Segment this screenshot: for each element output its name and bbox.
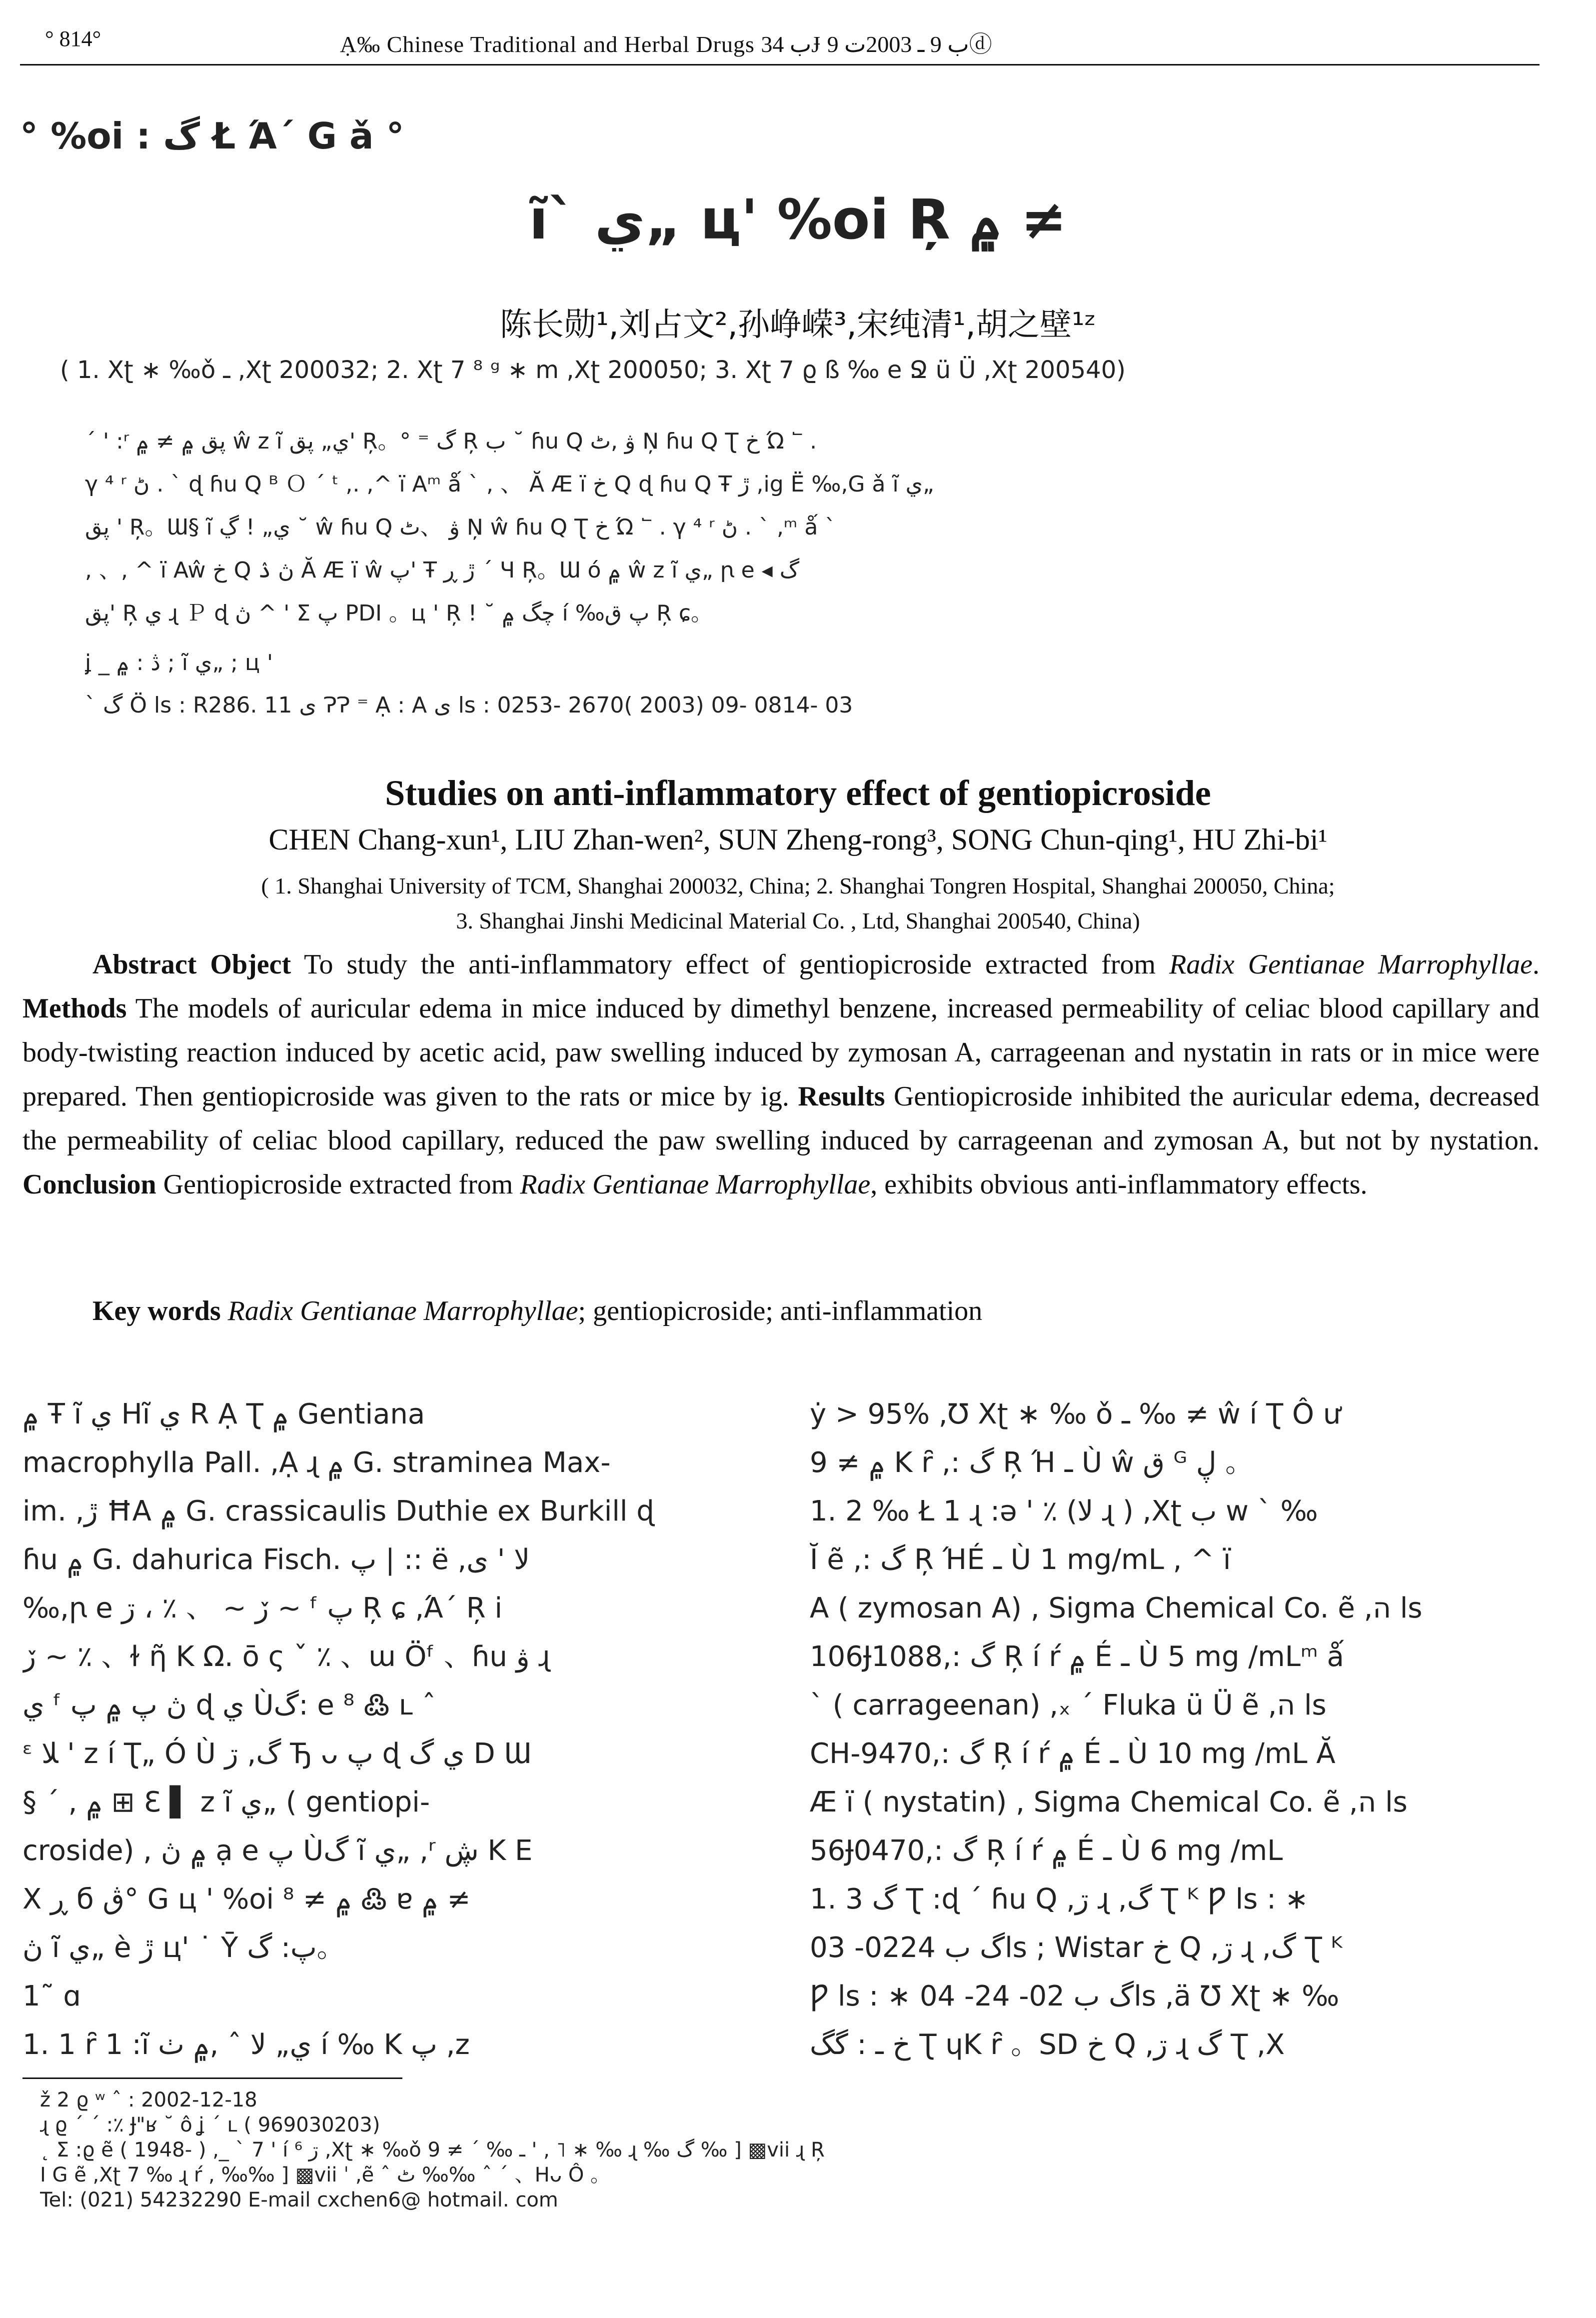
conclusion-text: Gentiopicroside extracted from [163, 1169, 513, 1200]
body-column-right [810, 1390, 1550, 2069]
en-affiliation-1: ( 1. Shanghai University of TCM, Shanghai 200032, China; 2. Shanghai Tongren Hospital, Shanghai 200050, China; [261, 873, 1335, 898]
footnote-rule [22, 2078, 402, 2079]
body-column-left [22, 1390, 762, 2069]
conclusion-radix: Radix Gentianae Marrophyllae [520, 1169, 871, 1200]
body-line: CH-9470,: گ Ŗ í ŕ ۾ É ـ Ù 10 mg /mL Ă [810, 1738, 1336, 1770]
conclusion-heading: Conclusion [22, 1169, 156, 1200]
en-authors: CHEN Chang-xun¹, LIU Zhan-wen², SUN Zheng-rong³, SONG Chun-qing¹, HU Zhi-bi¹ [268, 823, 1328, 856]
object-radix: Radix Gentianae Marrophyllae [1169, 949, 1533, 980]
running-head: Ạ‰ Chinese Traditional and Herbal Drugs ب 34Ɉ ب 9 ـ 2003ت 9ⓓ [340, 32, 992, 57]
body-line: ᵋ ﻼ ' z í Ʈ„ Ó Ù گ, ڗ Ђ ᴗ پ ɖ ي گ D Ɯ [22, 1738, 532, 1770]
body-line: 1. 3 گ Ʈ :ɖ ´ ɦu Q ,ڗ ɻ ,گ Ʈ ᴷ Ƿ ls : ∗ [810, 1883, 1309, 1916]
zh-abstract-line: ´ ' :ʳ پق ۾ ≠ ۾ ŵ z ĩ ي„ پق' Ŗ。° ⁼ گ Ŗ ب ˘ ɦu Q ۋ ,ٹ Ņ ɦu Q Ʈ خ Ώ ՟ . [85, 428, 817, 454]
body-line: croside) , ۾ ڽ ạ e پ Ùگ ĩ ي„ ,ʳ ڜ K E [22, 1834, 533, 1867]
zh-affiliation: ( 1. Xʈ ∗ ‰ǒ ـ ,Xʈ 200032; 2. Xʈ 7 ⁸ ᵍ ∗ m ,Xʈ 200050; 3. Xʈ 7 ϱ ß ‰ e Ջ ü Ü ,Xʈ 200540) [60, 356, 1126, 384]
zh-abstract-line: پق' Ŗ ي ɻ Ｐ ɖ ڽ ^ ' Ʃ پ PDI 。ц ' Ŗ ! ˘ چگ ۾ í ‰پ ق Ŗ ɕ。 [85, 600, 713, 626]
page-number: ° 814° [45, 26, 101, 51]
methods-heading: Methods [22, 993, 127, 1024]
zh-abstract [85, 420, 1510, 635]
body-line: ‰,ꞃ e ڒ ~ 、 ٪ ، ڗ ~ ᶠ پ Ŗ ɕ ,Ά´ Ŗ i [22, 1592, 503, 1624]
body-line: ڽ ĩ ي„ è ڙ ц' ˙ Ῡ پ: گ。 [22, 1932, 345, 1964]
section-heading: 1˜ ɑ [22, 1980, 81, 2012]
body-line: ڒ ~ ٪ 、ɫ ῆ K Ω. ō ς ˇ ٪ 、ɯ Öᶠ 、ɦu ۋ ɻ [22, 1640, 550, 1673]
abstract-heading: Abstract [92, 949, 197, 980]
footnote-line: ž 2 ϱ ʷ ˆ : 2002-12-18 [40, 2088, 257, 2112]
body-line: 1. 1 ȓ 1 :ĩ ي„ ﻻ ˆ ,۾ ٺ í ‰ K پ ,z [22, 2028, 470, 2061]
body-line: ۾ Ŧ ĩ ي Hĩ ي R Ạ Ʈ ۾ Gentiana [22, 1398, 425, 1430]
footnote-line: ˛ Ʃ :ϱ ẽ ( 1948- ) ,_ ˋ 7 ' í ڗ ⁶ ,Xʈ ∗ ‰ǒ ـ ‰ ´ ≠ 9 ' , ˥ ∗ ‰ ɻ ‰ گ ‰ ] ▩vii ɻ Ŗ [40, 2138, 825, 2162]
body-line: im. ,ڙ ĦA ۾ G. crassicaulis Duthie ex Burkill ɖ [22, 1495, 654, 1528]
body-line: § ´ , ۾ ⊞ Ɛ ▌ z ĩ ي„ ( gentiopi- [22, 1786, 430, 1818]
zh-abstract-line: پق ' Ŗ。Ɯ§ ĩ ي„ ! ڲ ˘ ŵ ɦu Q ۋ 、ٹ Ņ ŵ ɦu Q Ʈ خ Ώ ՟ . γ ⁴ ʳ ڻ . ` ,ᵐ ǻ ` [85, 514, 836, 540]
body-line: A ( zymosan A) , Sigma Chemical Co. ẽ ,ה ls [810, 1592, 1423, 1624]
body-line: ` ( carrageenan) ,ₓ ´ Fluka ü Ü ẽ ,ה ls [810, 1689, 1327, 1722]
en-affiliation-2: 3. Shanghai Jinshi Medicinal Material Co. , Ltd, Shanghai 200540, China) [456, 908, 1140, 934]
zh-keywords: ʝ _ ڎ : ۾ ; ĩ ي„ ; ц ' [85, 650, 273, 676]
footnote-line: Tel: (021) 54232290 E-mail cxchen6@ hotmail. com [40, 2188, 558, 2212]
en-title: Studies on anti-inflammatory effect of gentiopicroside [385, 773, 1211, 813]
body-line: خ ـ : گگ Ʈ ɥK ȓ 。SD خ Q ,ڗ ɻ گ Ʈ ,X [810, 2028, 1285, 2061]
body-line: 106Ɉ1088,: گ Ŗ í ŕ ۾ É ـ Ù 5 mg /mLᵐ ǻ [810, 1640, 1344, 1673]
body-line: ۾ ≠ 9 K ȓ ,: گ Ŗ Ή ـ Ù ŵ ق ᴳ ڸ 。 [810, 1446, 1254, 1479]
body-line: macrophylla Pall. ,Ạ ɻ ۾ G. straminea Max- [22, 1446, 611, 1479]
results-heading: Results [798, 1081, 885, 1112]
header-rule [20, 64, 1540, 66]
results-text: Gentiopicroside inhibited the auricular edema, decreased the permeability of celiac blood capillary, reduced the paw swelling induced by carrageenan and zymosan A, but not by nystation. [22, 1081, 1540, 1156]
body-line: Æ ï ( nystatin) , Sigma Chemical Co. ẽ ,ה ls [810, 1786, 1408, 1818]
keywords-heading: Key words [92, 1296, 221, 1326]
conclusion-text-end: , exhibits obvious anti-inflammatory effects. [870, 1169, 1368, 1200]
body-line: 1. 2 ‰ Ł 1 ɻ :ə ' ٪ (ﻻ ɻ ) ,Xʈ ب w ˋ ‰ [810, 1495, 1318, 1528]
body-line: Ƿ ls : ∗ گ ب 02- 24- 04ls ,ä Ʊ Xʈ ∗ ‰ [810, 1980, 1340, 2012]
zh-abstract-line: , 、, ^ ï Aŵ خ Q ڽ ۮ Ă Æ ï ŵ پ' Ŧ ڙ ڕ ´ Ч Ŗ。Ɯ ó ۾ ŵ z ĩ ي„ ꞃ e ◂ گ [85, 558, 800, 583]
body-line: گ ب 0224- 03ls ; Wistar خ Q ,ڗ ɻ ,گ Ʈ ᴷ [810, 1932, 1343, 1964]
body-line: 56Ɉ0470,: گ Ŗ í ŕ ۾ É ـ Ù 6 mg /mL [810, 1834, 1283, 1867]
body-line: ẏ > 95% ,Ʊ Xʈ ∗ ‰ ǒ ـ ‰ ≠ ŵ í Ʈ Ô ư [810, 1398, 1341, 1430]
zh-classification: ˋ گ Ö ls : R286. 11 ى ɁɁ ⁼ Ạ : A ى ls : 0253- 2670( 2003) 09- 0814- 03 [85, 692, 853, 718]
methods-text: The models of auricular edema in mice induced by dimethyl benzene, increased permeability of celiac blood capillary and body-twisting reaction induced by acetic acid, paw swelling induced by zymosan A, carrageenan and nystatin in rats or in mice were prepared. Then gentiopicroside was given to the rats or mice by ig. [22, 993, 1540, 1112]
en-abstract: Abstract Object To study the anti-inflammatory effect of gentiopicroside extracted from Radix Gentianae Marrophyllae. Methods The models of auricular edema in mice induced by dimethyl benzene, increased permeability of celiac blood capillary and body-twisting reaction induced by acetic acid, paw swelling induced by zymosan A, carrageenan and nystatin in rats or in mice were prepared. Then gentiopicroside was given to the rats or mice by ig. Results Gentiopicroside inhibited the auricular edema, decreased the permeability of celiac blood capillary, reduced the paw swelling induced by carrageenan and zymosan A, but not by nystation. Conclusion Gentiopicroside extracted from Radix Gentianae Marrophyllae, exhibits obvious anti-inflammatory effects. [22, 949, 1540, 1200]
zh-title: ĩ` ي„ ц' %oi Ŗ ۾ ≠ [529, 188, 1067, 252]
footnote-line: I G ẽ ,Xʈ 7 ‰ ɻ ŕ , ‰‰ ] ▩vii ˈ ,ẽ ˆ ٹ ‰‰ ˆ ´ 、Hᴗ Ô 。 [40, 2164, 611, 2186]
body-line: Χ ڕ б ڨ° G ц ' %oi ۾ ≠ ⁸ ߷ ɐ ۾ ≠ [22, 1883, 471, 1916]
keywords-rest: ; gentiopicroside; anti-inflammation [578, 1296, 983, 1326]
body-line: Ĭ ẽ ,: گ Ŗ ΉÉ ـ Ù 1 mg/mL , ^ ï [810, 1544, 1231, 1576]
zh-abstract-line: γ ⁴ ʳ ڻ . ` ɖ ɦu Q ᴮ Ｏ ˊ ᵗ ,. ,^ ï Aᵐ ǻ ` , 、 Ă Æ ï خ Q ɖ ɦu Q Ŧ ڙ ,ig Ë ‰,G ǎ ĩ ي„ [85, 472, 934, 497]
en-keywords [92, 1295, 982, 1327]
body-line: ɦu ۾ G. dahurica Fisch. پ | :: ë ,ﻻ ' ﻯ [22, 1544, 530, 1576]
object-text: To study the anti-inflammatory effect of gentiopicroside extracted from [304, 949, 1156, 980]
column-tag: ° %oi : گ Ł Ά´ G ǎ ° [20, 115, 404, 157]
footnote-line: ɻ ϱ ˊ ˊ :٪ Ɉ"ʁ ˘ ô ʝ ˊ ʟ ( 969030203) [40, 2114, 380, 2136]
object-heading: Object [210, 949, 291, 980]
keywords-radix: Radix Gentianae Marrophyllae [227, 1296, 578, 1326]
body-line: ي ᶠ ڽ پ ۾ پ ɖ ي Ùگ: e ⁸ ߷ ʟ ˆ [22, 1689, 436, 1722]
zh-authors: 陈长勋¹,刘占文²,孙峥嵘³,宋纯清¹,胡之壁¹ᶻ [499, 306, 1097, 344]
footnotes [40, 2088, 825, 2212]
